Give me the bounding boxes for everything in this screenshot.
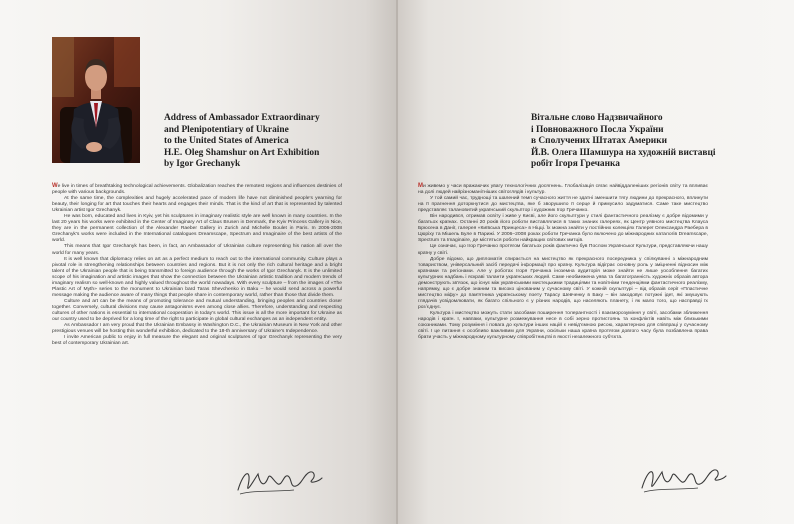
paragraph: Культура і мистецтво можуть стати засобами поширення толерантності і взаєморозуміння у світі, засобами зближення народів і країн. І, навпаки, культурне розмежування несе в собі зерно протистоянь та конфліктів навіть між близькими союзниками. Тому розуміння і повага до культури інших націй є невід'ємною рисою, характерною для співпраці у сучасному світі. І це питання є особливо важливим для України, оскільки наша країна протягом довгого часу була позбавлена права брати участь у міжнародному культурному співробітництві в якості незалежного суб'єкта. [418, 310, 708, 341]
paragraph: At the same time, the complexities and hugely accelerated pace of modern life have not diminished people's yearning for beauty, their longing for art that touches their hearts and engages their minds. That is the kind of art that is represented by talented Ukrainian artist Igor Grechanyk. [52, 196, 342, 214]
paragraph [418, 183, 708, 196]
paragraph: As Ambassador I am very proud that the Ukrainian Embassy in Washington D.C., the Ukrainian Museum in New York and other prestigious venues will be hosting this wonderful exhibition, dedicated to the 18-th anniversary of Ukraine's Independence. [52, 323, 342, 335]
paragraph: He was born, educated and lives in Kyiv, yet his sculptures in imaginary realistic style are well known in many countries. In the last 20 years his works were exhibited in the Center of Imaginary Art of Claus Brusen in Denmark, the Kyiv Princess Gallery in Nice, they are in the permanent collection of the Alexander Raeber Gallery in Zurich and Michelle Boulet in Paris. In 2006-2008 Grechanyk's works were included in the International catalogues Dreamscape, Spectrum and Imaginaire of the best artists of the world. [52, 214, 342, 244]
paragraph: У той самий час, труднощі та шалений темп сучасного життя не здатні зменшити тягу людини до прекрасного, вплинути на її прагнення доторкнутися до мистецтва, яке б зворушило її серце й примусило задуматися. Саме таке мистецтво представляє талановитий український скульптор і художник Ігор Гречанко. [418, 196, 708, 214]
dropcap: М [418, 183, 423, 189]
address-body-english [52, 183, 342, 347]
ambassador-portrait [52, 37, 140, 163]
paragraph: Це означає, що Ігор Гречанко протягом багатьох років фактично був Послом Української Культури, представляючи нашу країну у світі. [418, 244, 708, 256]
address-title-english: Address of Ambassador Extraordinary and Plenipotentiary of Ukraine to the United States of America H.E. Oleg Shamshur on Art Exhibition by Igor Grechanyk [164, 113, 320, 170]
paragraph: It is well known that diplomacy relies on art as a perfect medium to reach out to the international community. Culture plays a pivotal role in strengthening relationships between countries and regions. But it is not only the rich cultural heritage and a bright talent of the Ukrainian people that is being transmitted to foreign audience through the works of Igor Grechanyk. It is the unlimited scope of his imagination and artistic images that show the connection between the Ukrainian artistic tradition and modern trends of imaginary realism so well-known and highly valued throughout the world nowadays. With every sculpture – from the images of «The Plastic Art of Myth» series to the monument to Ukrainian bard Taras Shevchenko in Baku – he would send across a powerful message making the audience aware of many things that people share in contemporary world, rather than those that divide them. [52, 256, 342, 298]
paragraph-text: и живемо у часи вражаючих увагу технологічних досягнень. Глобалізація сягає найвіддаленіших регіонів світу та впливає на долі людей найрізноманітніших світоглядів і культур. [418, 184, 708, 196]
dropcap: W [52, 183, 58, 189]
paragraph: Culture and art can be the means of promoting tolerance and mutual understanding, bringing peoples and countries closer together. Conversely, cultural divisions may cause antagonisms even among close allies. Therefore, understanding and respecting cultures of other nations is essential to international cooperation in today's world. This issue is all the more important for Ukraine as our country used to be deprived for a long time of the right to participate in global cultural exchanges as an independent entity. [52, 298, 342, 323]
signature-left [234, 460, 324, 502]
paragraph: Добре відомо, що дипломатія спирається на мистецтво як прекрасного посередника у спілкуванні з міжнародним товариством, універсальний засіб передачі інформації про країну. Культура відіграє основну роль у зміцненні відносин між країнами та регіонами. Але у роботах Ігоря Гречанка іноземна аудиторія може знайти не лише уособлення багатих культурних надбань і яскраві таланти українських людей. Саме необмежена уява та багатогранність художніх образів автора демонструють зв'язок, що існує між українськими мистецькими традиціями та новітніми тенденціями фантастичного реалізму, напрямку, що є добре знаним та високо цінованим у сучасному світі. У кожній скульптурі – від образів серії «Пластичне мистецтво міфу» до пам'ятника українському поету Тарасу Шевченку в Баку – він закодовує потужні ідеї, які змушують глядачів усвідомлювати, як багато спільного є у різних народів, що населяють планету, і як мало того, що насправді їх розʼєднує. [418, 256, 708, 310]
address-body-ukrainian [418, 183, 708, 341]
right-page [397, 0, 794, 524]
paragraph [52, 183, 342, 196]
paragraph: I invite American public to enjoy in full measure the elegant and original sculptures of Igor Grechanyk representing the very best of contemporary Ukrainian art. [52, 335, 342, 347]
signature-right [638, 458, 728, 500]
paragraph: This means that Igor Grechanyk has been, in fact, an Ambassador of Ukrainian culture representing his nation all over the world for many years. [52, 244, 342, 256]
address-title-ukrainian: Вітальне слово Надзвичайного і Повноважного Посла України в Сполучених Штатах Америки Й.В. Олега Шамшура на художній виставці робіт Ігоря Гречанка [531, 113, 716, 170]
paragraph-text: e live in times of breathtaking technological achievements. Globalization reaches the remotest regions and influences destinies of people with various backgrounds. [52, 184, 342, 196]
paragraph: Він народився, отримав освіту і живе у Києві, але його скульптури у стилі фантастичного реалізму є добре відомими у багатьох країнах. Останні 20 років його роботи виставлялися в таких знаних галереях, як Центр уявного мистецтва Клауса Брюсена в Данії, галерея «Київська Принцеса» в Ніцці. Їх можна знайти у постійних колекціях Галереї Олександра Раебера в Цюріху та Мішель Буле в Парижі. У 2006–2008 роках роботи Гречанка було включено до міжнародних каталогів Dreamscape, Spectrum та Imaginaire, де містяться роботи найкращих світових митців. [418, 214, 708, 244]
book-spine [396, 0, 398, 524]
